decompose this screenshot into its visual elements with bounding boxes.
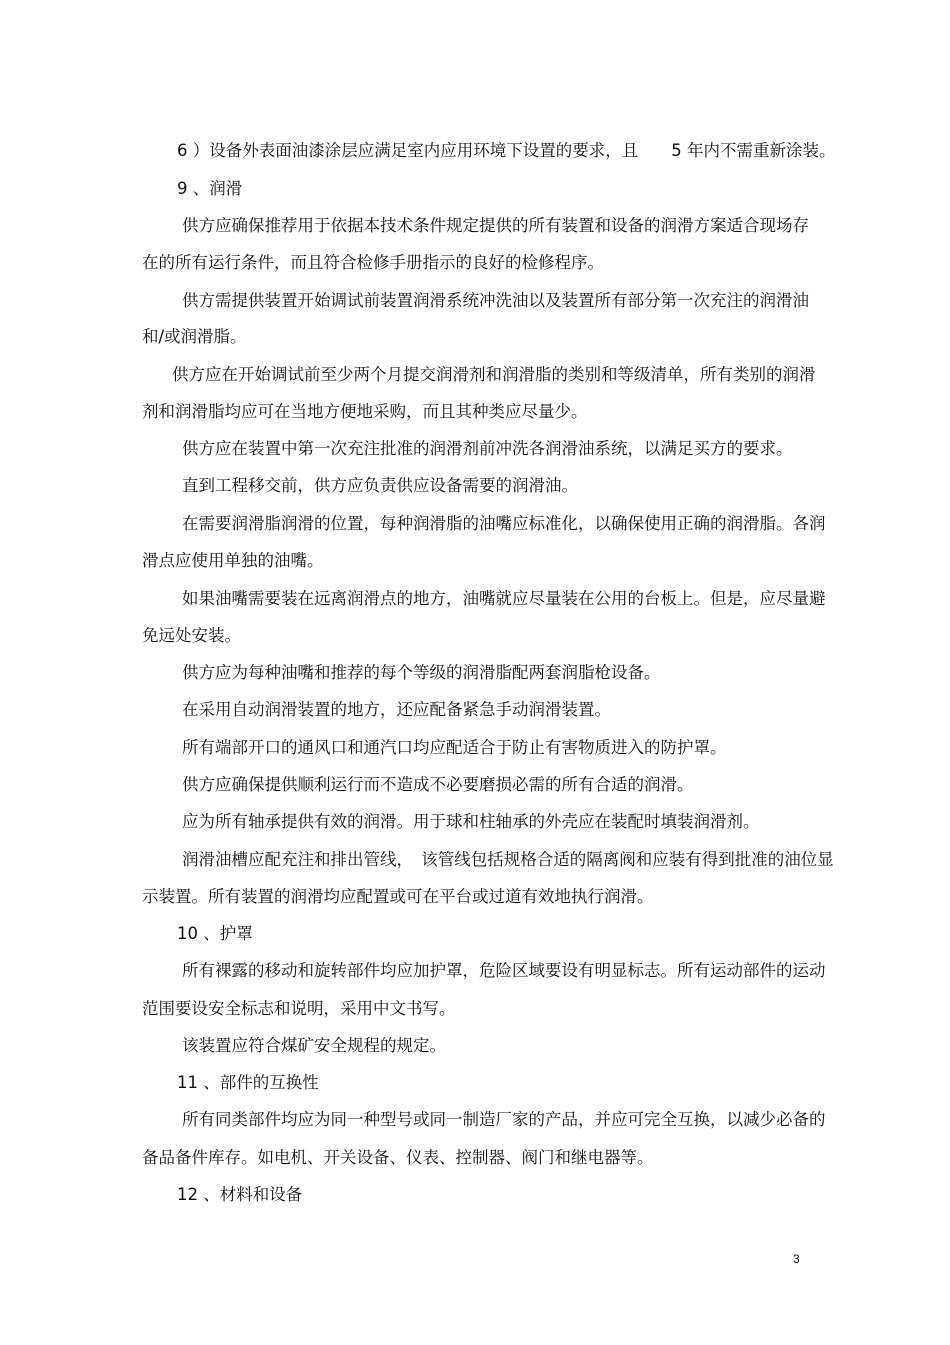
section-heading: 11 、部件的互换性 <box>177 1073 319 1092</box>
paragraph-line: 在采用自动润滑装置的地方，还应配备紧急手动润滑装置。 <box>182 700 611 719</box>
paragraph-line: 滑点应使用单独的油嘴。 <box>142 551 324 570</box>
paragraph-line: 所有端部开口的通风口和通汽口均应配适合于防止有害物质进入的防护罩。 <box>182 738 727 757</box>
paragraph-line: 供方应确保推荐用于依据本技术条件规定提供的所有装置和设备的润滑方案适合现场存 <box>182 216 809 235</box>
paragraph-line: 供方应为每种油嘴和推荐的每个等级的润滑脂配两套润脂枪设备。 <box>182 663 661 682</box>
paragraph-line: 应为所有轴承提供有效的润滑。用于球和柱轴承的外壳应在装配时填装润滑剂。 <box>182 812 760 831</box>
paragraph-line: 备品备件库存。如电机、开关设备、仪表、控制器、阀门和继电器等。 <box>142 1148 654 1167</box>
paragraph-line: 供方应确保提供顺利运行而不造成不必要磨损必需的所有合适的润滑。 <box>182 775 694 794</box>
paragraph-line: 在需要润滑脂润滑的位置，每种润滑脂的油嘴应标准化，以确保使用正确的润滑脂。各润 <box>182 514 826 533</box>
paragraph-line: 范围要设安全标志和说明，采用中文书写。 <box>142 999 456 1018</box>
paragraph-line: 所有裸露的移动和旋转部件均应加护罩，危险区域要设有明显标志。所有运动部件的运动 <box>182 961 826 980</box>
paragraph-line: 剂和润滑脂均应可在当地方便地采购，而且其种类应尽量少。 <box>142 402 588 421</box>
paragraph-line: 供方需提供装置开始调试前装置润滑系统冲洗油以及装置所有部分第一次充注的润滑油 <box>182 291 809 310</box>
section-heading: 10 、护罩 <box>177 924 253 943</box>
paragraph-line: 免远处安装。 <box>142 626 241 645</box>
paragraph-line: 直到工程移交前，供方应负责供应设备需要的润滑油。 <box>182 476 578 495</box>
paragraph-line: 润滑油槽应配充注和排出管线， 该管线包括规格合适的隔离阀和应装有得到批准的油位显 <box>182 850 834 869</box>
paragraph-line: 该装置应符合煤矿安全规程的规定。 <box>182 1036 446 1055</box>
paragraph-line: 示装置。所有装置的润滑均应配置或可在平台或过道有效地执行润滑。 <box>142 887 654 906</box>
paragraph-line: 6 ）设备外表面油漆涂层应满足室内应用环境下设置的要求，且 5 年内不需重新涂装。 <box>177 141 836 160</box>
paragraph-line: 所有同类部件均应为同一种型号或同一制造厂家的产品，并应可完全互换，以减少必备的 <box>182 1110 826 1129</box>
paragraph-line: 如果油嘴需要装在远离润滑点的地方，油嘴就应尽量装在公用的台板上。但是，应尽量避 <box>182 589 826 608</box>
section-heading: 12 、材料和设备 <box>177 1185 303 1204</box>
paragraph-line: 供方应在装置中第一次充注批准的润滑剂前冲洗各润滑油系统，以满足买方的要求。 <box>182 439 793 458</box>
paragraph-line: 和/或润滑脂。 <box>142 327 247 346</box>
paragraph-line: 供方应在开始调试前至少两个月提交润滑剂和润滑脂的类别和等级清单，所有类别的润滑 <box>172 365 816 384</box>
section-heading: 9 、润滑 <box>177 179 243 198</box>
page-number: 3 <box>793 1252 800 1266</box>
paragraph-line: 在的所有运行条件，而且符合检修手册指示的良好的检修程序。 <box>142 253 604 272</box>
